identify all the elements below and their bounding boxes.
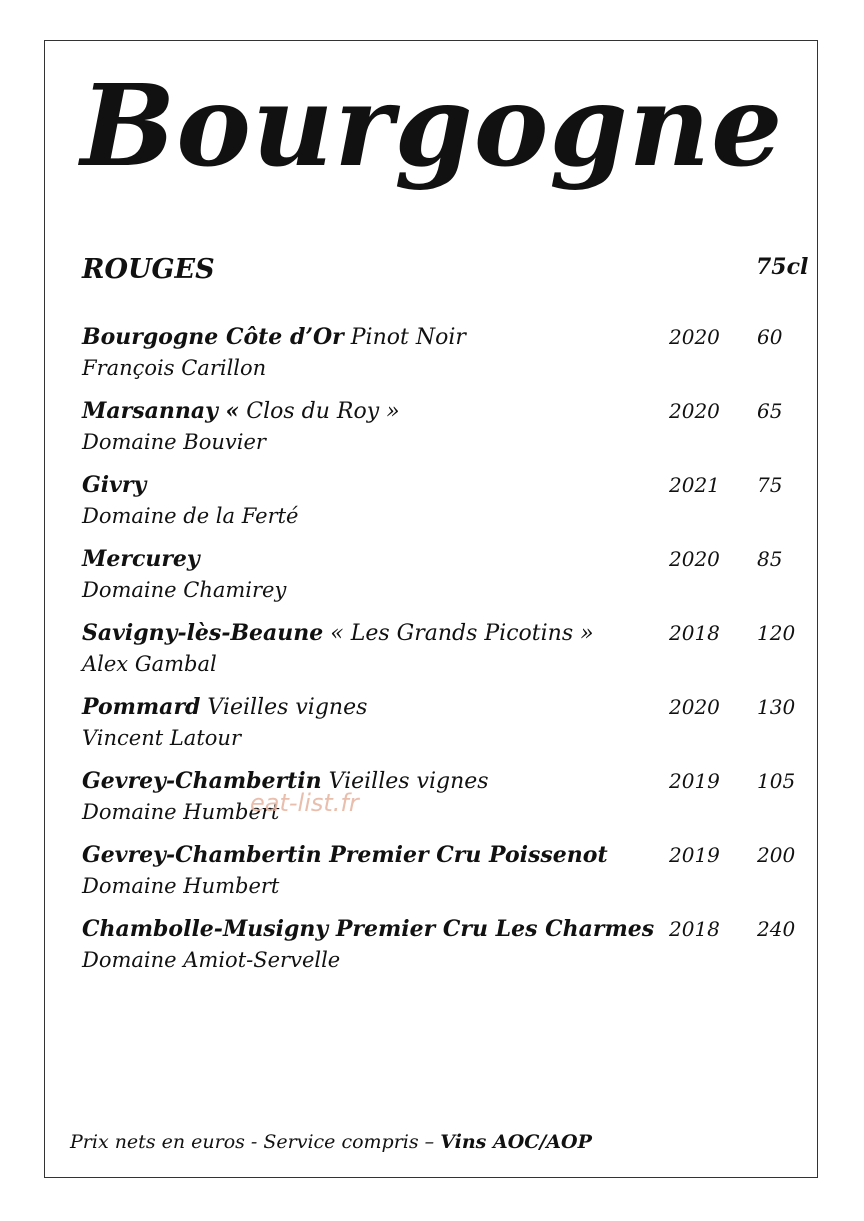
wine-producer: Domaine Chamirey <box>82 578 287 602</box>
wine-year: 2019 <box>669 769 720 793</box>
bottle-size-heading: 75cl <box>756 254 809 280</box>
wine-item <box>82 322 822 396</box>
wine-item <box>82 692 822 766</box>
wine-year: 2020 <box>669 695 720 719</box>
wine-item <box>82 470 822 544</box>
wine-name: Mercurey <box>82 546 200 572</box>
wine-price: 120 <box>757 621 796 645</box>
wine-item <box>82 914 822 988</box>
wine-producer: Alex Gambal <box>82 652 217 676</box>
wine-year: 2018 <box>669 621 720 645</box>
wine-item <box>82 618 822 692</box>
wine-detail: Pinot Noir <box>343 325 466 350</box>
wine-price: 65 <box>757 399 783 423</box>
wine-title <box>82 618 594 649</box>
watermark: eat-list.fr <box>250 789 359 817</box>
wine-price: 75 <box>757 473 783 497</box>
wine-title <box>82 322 466 353</box>
wine-price: 240 <box>757 917 796 941</box>
wine-name: Bourgogne Côte d’Or <box>82 324 344 350</box>
wine-detail: « Les Grands Picotins » <box>323 621 594 646</box>
wine-title <box>82 692 367 723</box>
wine-price: 85 <box>757 547 783 571</box>
section-heading-rouges: ROUGES <box>82 254 215 285</box>
wine-item <box>82 396 822 470</box>
wine-year: 2020 <box>669 325 720 349</box>
footer-note <box>70 1127 592 1157</box>
footer-text: Prix nets en euros - Service compris – <box>70 1131 441 1153</box>
wine-name: Pommard <box>82 694 201 720</box>
wine-title <box>82 544 200 575</box>
footer-emphasis: Vins AOC/AOP <box>440 1131 592 1153</box>
wine-detail: Vieilles vignes <box>200 695 368 720</box>
wine-name: Chambolle-Musigny Premier Cru Les Charmes <box>82 916 655 942</box>
page-title: Bourgogne <box>80 61 784 192</box>
wine-item <box>82 840 822 914</box>
wine-name: Marsannay « <box>82 398 240 424</box>
wine-detail: Clos du Roy » <box>239 399 400 424</box>
wine-year: 2021 <box>669 473 720 497</box>
wine-producer: Domaine Humbert <box>82 800 280 824</box>
wine-title <box>82 840 608 871</box>
wine-list <box>82 322 822 988</box>
wine-title <box>82 396 400 427</box>
wine-item <box>82 766 822 840</box>
wine-producer: Domaine de la Ferté <box>82 504 299 528</box>
wine-producer: Domaine Bouvier <box>82 430 266 454</box>
wine-year: 2019 <box>669 843 720 867</box>
wine-producer: Domaine Amiot-Servelle <box>82 948 341 972</box>
wine-producer: François Carillon <box>82 356 267 380</box>
wine-name: Gevrey-Chambertin Premier Cru Poissenot <box>82 842 608 868</box>
wine-detail: Vieilles vignes <box>321 769 489 794</box>
wine-producer: Vincent Latour <box>82 726 241 750</box>
wine-producer: Domaine Humbert <box>82 874 280 898</box>
wine-year: 2020 <box>669 547 720 571</box>
wine-price: 200 <box>757 843 796 867</box>
wine-year: 2018 <box>669 917 720 941</box>
wine-price: 130 <box>757 695 796 719</box>
wine-item <box>82 544 822 618</box>
wine-name: Gevrey-Chambertin <box>82 768 322 794</box>
wine-title <box>82 470 146 501</box>
wine-title <box>82 914 654 945</box>
wine-year: 2020 <box>669 399 720 423</box>
wine-name: Savigny-lès-Beaune <box>82 620 324 646</box>
wine-price: 105 <box>757 769 796 793</box>
wine-name: Givry <box>82 472 147 498</box>
wine-price: 60 <box>757 325 783 349</box>
